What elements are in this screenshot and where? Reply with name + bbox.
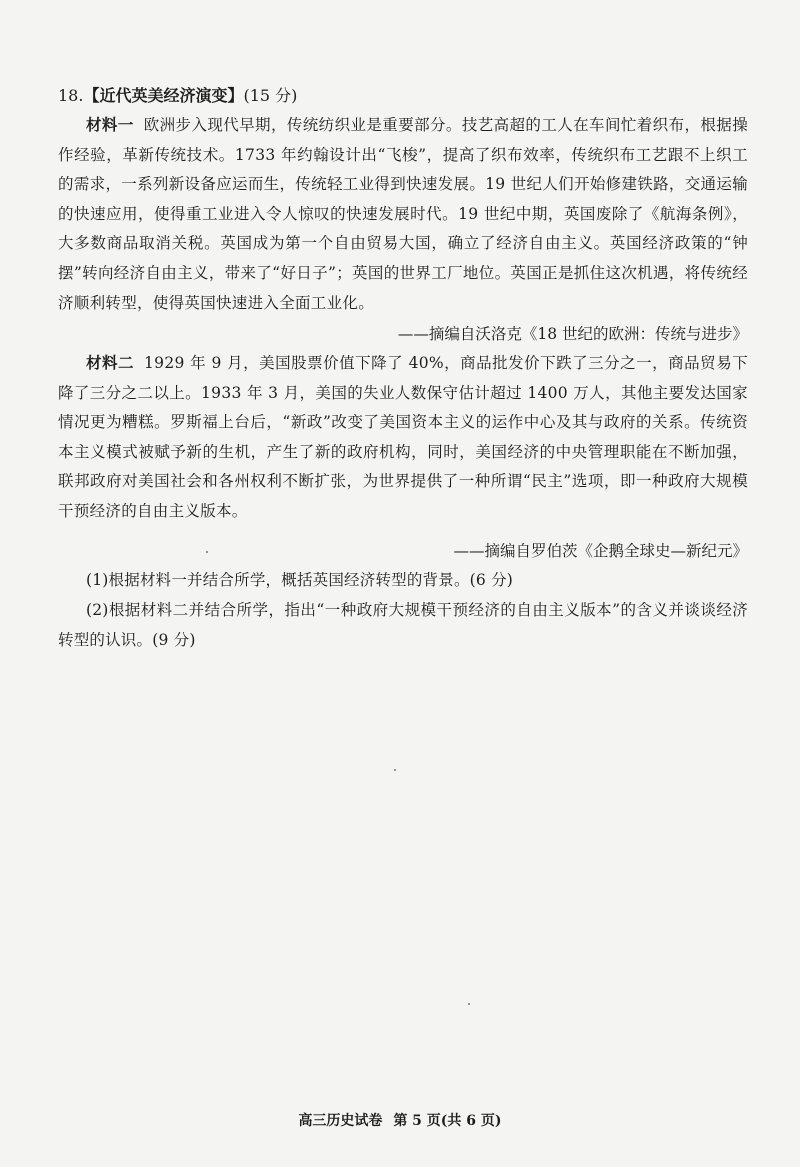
question-heading <box>58 84 297 108</box>
material-2-text: 1929 年 9 月，美国股票价值下降了 40%，商品批发价下跌了三分之一，商品贸易下降了三分之二以上。1933 年 3 月，美国的失业人数保守估计超过 1400 万人，其他主要发达国家情况更为糟糕。罗斯福上台后，“新政”改变了美国资本主义的运作中心及其与政府的关系。传统资本主义模式被赋予新的生机，产生了新的政府机构，同时，美国经济的中央管理职能在不断加强，联邦政府对美国社会和各州权利不断扩张，为世界提供了一种所谓“民主”选项，即一种政府大规模干预经济的自由主义版本。 <box>58 354 748 520</box>
question-tag: 【近代英美经济演变】 <box>83 86 244 105</box>
material-1-paragraph <box>58 110 748 318</box>
sub-question-2: (2)根据材料二并结合所学，指出“一种政府大规模干预经济的自由主义版本”的含义并谈谈经济转型的认识。(9 分) <box>58 601 748 649</box>
material-1-text: 欧洲步入现代早期，传统纺织业是重要部分。技艺高超的工人在车间忙着织布，根据操作经验，革新传统技术。1733 年约翰设计出“飞梭”，提高了织布效率，传统织布工艺跟不上织工的需求，一系列新设备应运而生，传统轻工业得到快速发展。19 世纪人们开始修建铁路，交通运输的快速应用，使得重工业进入令人惊叹的快速发展时代。19 世纪中期，英国废除了《航海条例》，大多数商品取消关税。英国成为第一个自由贸易大国，确立了经济自由主义。英国经济政策的“钟摆”转向经济自由主义，带来了“好日子”；英国的世界工厂地位。英国正是抓住这次机遇，将传统经济顺利转型，使得英国快速进入全面工业化。 <box>58 116 748 312</box>
page-footer <box>0 1110 800 1130</box>
material-2-label: 材料二 <box>86 353 135 372</box>
scan-speck <box>394 769 396 771</box>
footer-page-number: 第 5 页(共 6 页) <box>393 1113 502 1129</box>
material-1-source: ——摘编自沃洛克《18 世纪的欧洲：传统与进步》 <box>397 325 748 343</box>
material-1-label: 材料一 <box>86 115 134 134</box>
scan-speck <box>206 551 208 553</box>
footer-title: 高三历史试卷 <box>298 1113 383 1129</box>
material-2-paragraph <box>58 348 748 527</box>
scan-speck <box>468 1003 470 1005</box>
question-score: (15 分) <box>243 86 298 105</box>
sub-question-1: (1)根据材料一并结合所学，概括英国经济转型的背景。(6 分) <box>86 571 514 589</box>
question-number: 18. <box>58 86 84 105</box>
material-2-source: ——摘编自罗伯茨《企鹅全球史—新纪元》 <box>453 542 748 560</box>
